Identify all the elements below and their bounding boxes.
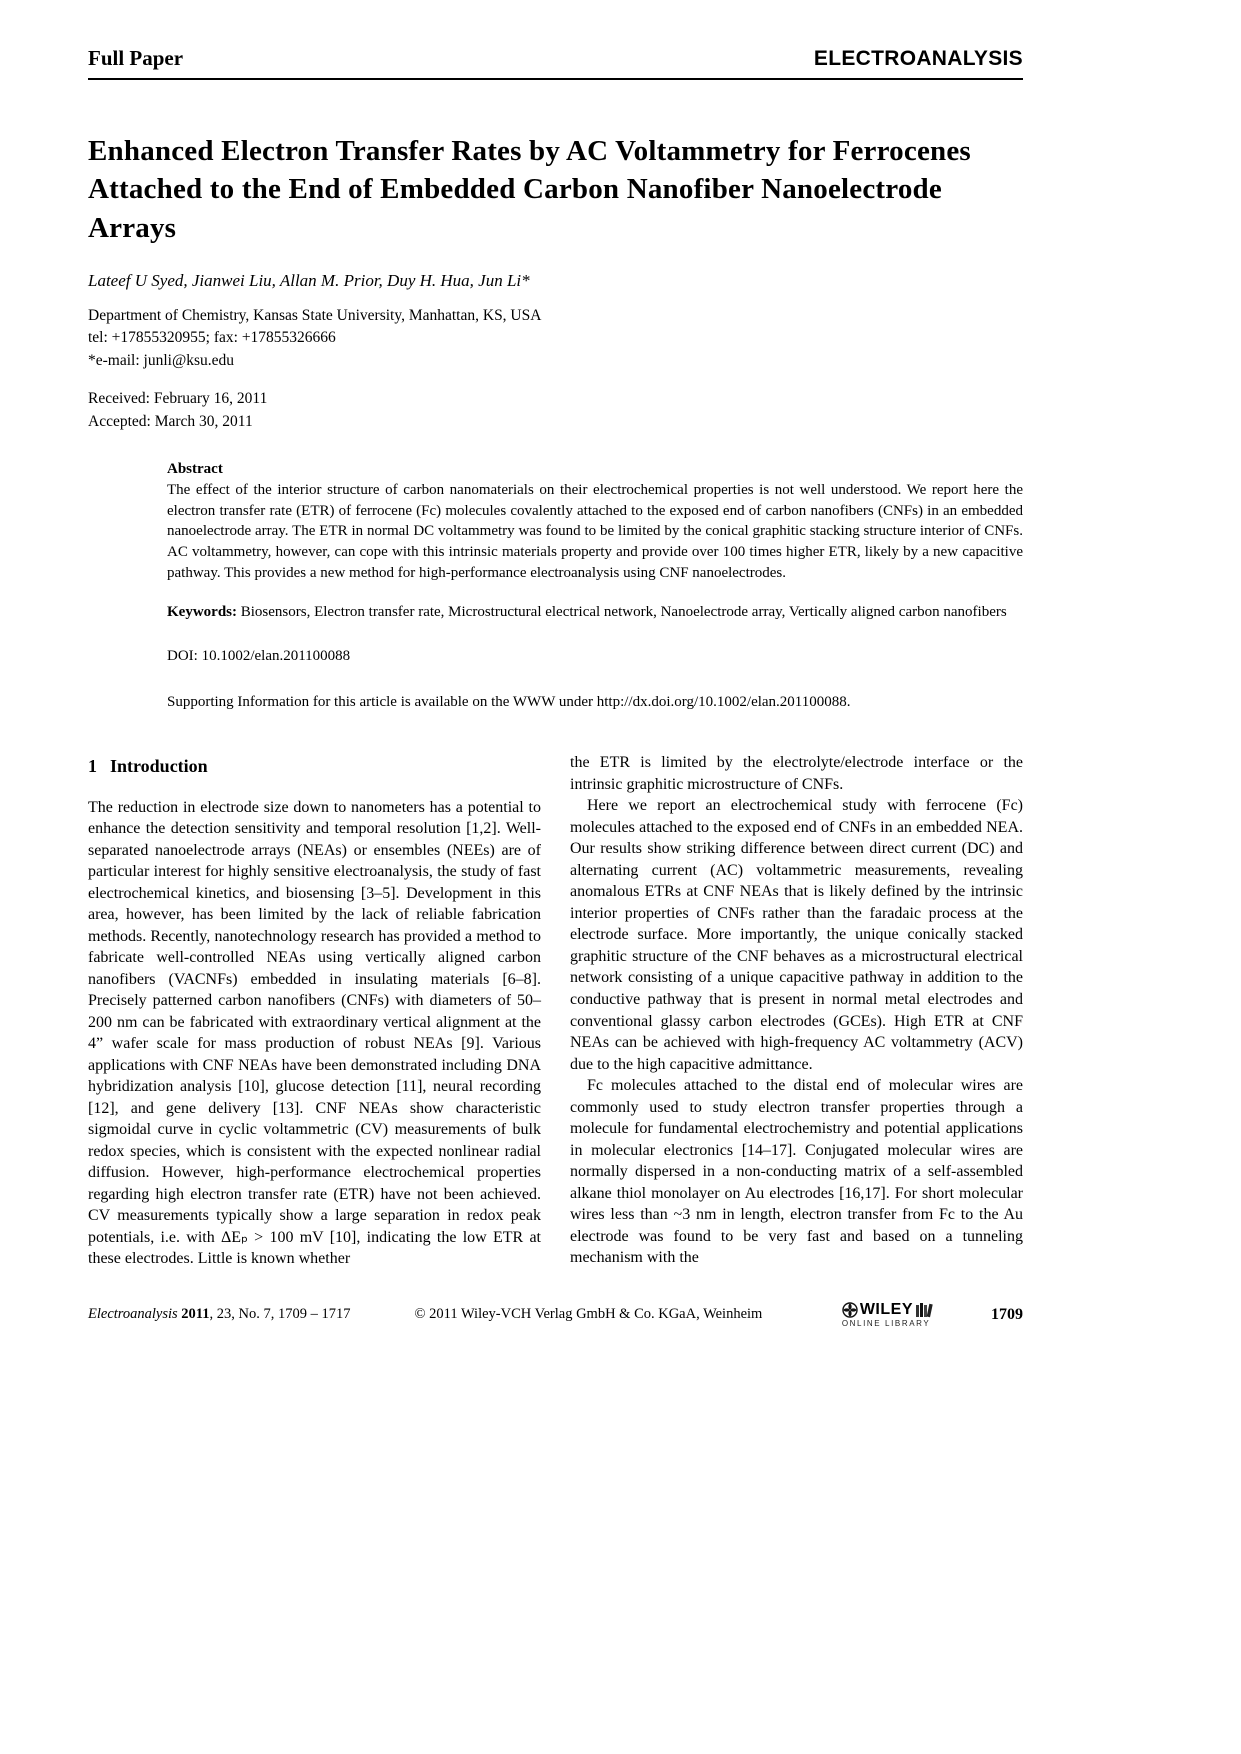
- page-number: 1709: [991, 1305, 1023, 1323]
- email-line: *e-mail: junli@ksu.edu: [88, 351, 235, 369]
- wiley-online-library-label: ONLINE LIBRARY: [841, 1318, 931, 1328]
- book-stack-icon: [915, 1302, 933, 1318]
- paragraph: Here we report an electrochemical study with ferrocene (Fc) molecules attached to the exposed end of CNFs in an embedded NEA. Our results show striking difference between direct current (DC) and alternating current (AC) voltammetric measurements, revealing anomalous ETRs at CNF NEAs that is likely defined by the intrinsic interior properties of CNFs rather than the faradaic process at the electrode surface. More importantly, the unique conically stacked graphitic structure of the CNF behaves as a microstructural electrical network consisting of a unique capacitive pathway in addition to the conductive pathway that is present in normal metal electrodes and conventional glassy carbon electrodes (GCEs). High ETR at CNF NEAs can be achieved with high-frequency AC voltammetry (ACV) due to the high capacitive admittance.: [570, 797, 1023, 1073]
- dates-block: [88, 388, 1023, 433]
- wiley-wordmark: WILEY: [859, 1300, 913, 1318]
- abstract-heading: Abstract: [167, 461, 223, 478]
- authors-line: Lateef U Syed, Jianwei Liu, Allan M. Prior, Duy H. Hua, Jun Li*: [88, 270, 530, 290]
- doi-line: DOI: 10.1002/elan.201100088: [167, 647, 351, 664]
- accepted-line: Accepted: March 30, 2011: [88, 412, 253, 430]
- header-rule: [88, 78, 1023, 80]
- keywords-text: Biosensors, Electron transfer rate, Microstructural electrical network, Nanoelectrode array, Vertically aligned carbon nanofibers: [237, 604, 1007, 621]
- article-type-label: Full Paper: [88, 46, 184, 70]
- footer-issue: , 23, No. 7, 1709 – 1717: [209, 1306, 351, 1323]
- journal-name: ELECTROANALYSIS: [813, 47, 1023, 70]
- paragraph: the ETR is limited by the electrolyte/electrode interface or the intrinsic graphitic microstructure of CNFs.: [570, 754, 1023, 793]
- abstract-block: [167, 459, 1023, 712]
- paragraph: The reduction in electrode size down to nanometers has a potential to enhance the detection sensitivity and temporal resolution [1,2]. Well-separated nanoelectrode arrays (NEAs) or ensembles (NEEs) are of particular interest for highly sensitive electroanalysis, the study of fast electrochemical kinetics, and biosensing [3–5]. Development in this area, however, has been limited by the lack of reliable fabrication methods. Recently, nanotechnology research has provided a method to fabricate well-controlled NEAs using vertically aligned carbon nanofibers (VACNFs) embedded in insulating materials [6–8]. Precisely patterned carbon nanofibers (CNFs) with diameters of 50–200 nm can be fabricated with extraordinary vertical alignment at the 4” wafer scale for mass production of robust NEAs [9]. Various applications with CNF NEAs have been demonstrated including DNA hybridization analysis [10], glucose detection [11], neural recording [12], and gene delivery [13]. CNF NEAs show characteristic sigmoidal curve in cyclic voltammetric (CV) measurements of bulk redox species, which is consistent with the expected nonlinear radial diffusion. However, high-performance electrochemical properties regarding high electron transfer rate (ETR) have not been achieved. CV measurements typically show a large separation in redox peak potentials, i.e. with ΔEₚ > 100 mV [10], indicating the low ETR at these electrodes. Little is known whether: [88, 798, 541, 1268]
- page-header: [88, 46, 1023, 71]
- wiley-online-library-logo: [842, 1302, 933, 1328]
- section-heading: [88, 754, 541, 778]
- wiley-flower-icon: [842, 1302, 858, 1318]
- page-footer: [88, 1302, 1023, 1328]
- paper-title: Enhanced Electron Transfer Rates by AC Voltammetry for Ferrocenes Attached to the End of Embedded Carbon Nanofiber Nanoelectrode Arrays: [88, 135, 971, 244]
- received-line: Received: February 16, 2011: [88, 390, 268, 408]
- paragraph: Fc molecules attached to the distal end of molecular wires are commonly used to study electron transfer properties through a molecule for fundamental electrochemistry and potential applications in molecular electronics [14–17]. Conjugated molecular wires are normally dispersed in a non-conducting matrix of a self-assembled alkane thiol monolayer on Au electrodes [16,17]. For short molecular wires less than ~3 nm in length, electron transfer from Fc to the Au electrode was found to be very fast and based on a tunneling mechanism with the: [570, 1077, 1023, 1267]
- supporting-info-line: Supporting Information for this article is available on the WWW under http://dx.doi.org/10.1002/elan.201100088.: [167, 693, 851, 710]
- affiliation-line: Department of Chemistry, Kansas State University, Manhattan, KS, USA: [88, 306, 542, 324]
- tel-fax-line: tel: +17855320955; fax: +17855326666: [88, 329, 336, 347]
- right-column: [570, 752, 1023, 1270]
- page-content: [88, 46, 1023, 1328]
- article-body: [88, 752, 1023, 1270]
- left-column: [88, 752, 541, 1270]
- footer-journal: Electroanalysis: [88, 1306, 178, 1323]
- footer-year: 2011: [181, 1306, 210, 1323]
- footer-copyright: © 2011 Wiley-VCH Verlag GmbH & Co. KGaA, Weinheim: [414, 1306, 763, 1323]
- keywords-line: [167, 602, 1023, 623]
- section-title: Introduction: [110, 756, 208, 777]
- abstract-text: The effect of the interior structure of carbon nanomaterials on their electrochemical properties is not well understood. We report here the electron transfer rate (ETR) of ferrocene (Fc) molecules covalently attached to the exposed end of carbon nanofibers (CNFs) in an embedded nanoelectrode array. The ETR in normal DC voltammetry was found to be limited by the conical graphitic stacking structure interior of CNFs. AC voltammetry, however, can cope with this intrinsic materials property and provide over 100 times higher ETR, likely by a new capacitive pathway. This provides a new method for high-performance electroanalysis using CNF nanoelectrodes.: [167, 481, 1023, 581]
- section-number: 1: [88, 756, 97, 777]
- footer-citation: [88, 1306, 350, 1323]
- keywords-label: Keywords:: [167, 604, 237, 621]
- wiley-wordmark-row: [842, 1302, 933, 1318]
- affiliation-block: [88, 305, 1023, 372]
